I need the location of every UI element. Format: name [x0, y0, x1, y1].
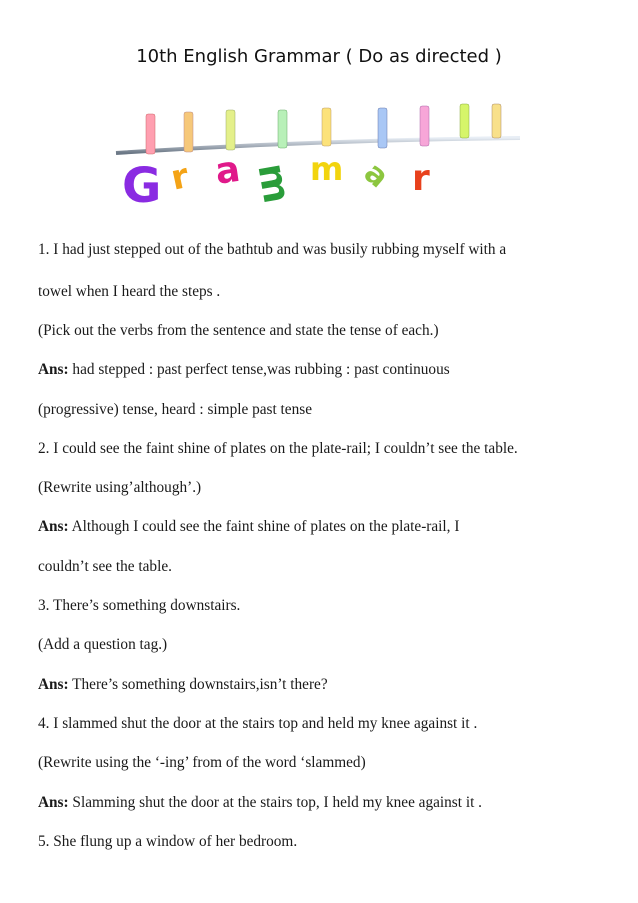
banner-letters	[122, 149, 430, 212]
text-line	[38, 833, 297, 851]
answer-line	[38, 361, 450, 379]
answer-label: Ans:	[38, 518, 69, 535]
answer-label: Ans:	[38, 676, 69, 693]
text-line	[38, 479, 201, 497]
text-line	[38, 597, 240, 615]
line-text: 3. There’s something downstairs.	[38, 597, 241, 614]
line-text: couldn’t see the table.	[38, 558, 172, 575]
answer-line	[38, 676, 328, 694]
line-text: 5. She flung up a window of her bedroom.	[38, 833, 298, 850]
answer-label: Ans:	[38, 794, 69, 811]
text-line	[38, 241, 506, 259]
text-line	[38, 636, 167, 654]
line-text: 4. I slammed shut the door at the stairs top and held my knee against it .	[38, 715, 478, 732]
line-text: Slamming shut the door at the stairs top, I held my knee against it .	[68, 794, 482, 811]
banner-letter-a: a	[212, 148, 243, 193]
text-line	[38, 440, 518, 458]
banner-letter-r2: r	[412, 158, 430, 199]
text-line	[38, 558, 172, 576]
text-line	[38, 715, 477, 733]
line-text: There’s something downstairs,isn’t there?	[68, 676, 328, 693]
answer-label: Ans:	[38, 361, 69, 378]
line-text: towel when I heard the steps .	[38, 283, 221, 300]
line-text: 2. I could see the faint shine of plates on the plate-rail; I couldn’t see the table.	[38, 440, 518, 457]
grammar-banner-image	[112, 100, 522, 212]
line-text: (Pick out the verbs from the sentence and state the tense of each.)	[38, 322, 439, 339]
text-line	[38, 401, 312, 419]
text-line	[38, 754, 366, 772]
text-line	[38, 283, 220, 301]
line-text: (Add a question tag.)	[38, 636, 168, 653]
text-line	[38, 322, 439, 340]
line-text: (Rewrite using the ‘-ing’ from of the word ‘slammed)	[38, 754, 366, 771]
banner-letter-m2: m	[310, 150, 344, 188]
line-text: had stepped : past perfect tense,was rubbing : past continuous	[68, 361, 450, 378]
banner-letter-a2: a	[357, 155, 396, 196]
line-text: (progressive) tense, heard : simple past tense	[38, 401, 312, 418]
banner-letter-g: G	[122, 158, 162, 212]
page-title: 10th English Grammar ( Do as directed )	[136, 46, 502, 67]
line-text: Although I could see the faint shine of plates on the plate-rail, I	[68, 518, 460, 535]
banner-letter-r: r	[167, 156, 193, 199]
answer-line	[38, 518, 459, 536]
line-text: (Rewrite using’although’.)	[38, 479, 202, 496]
banner-letter-m: m	[249, 159, 300, 207]
answer-line	[38, 794, 482, 812]
line-text: 1. I had just stepped out of the bathtub and was busily rubbing myself with a	[38, 241, 507, 258]
